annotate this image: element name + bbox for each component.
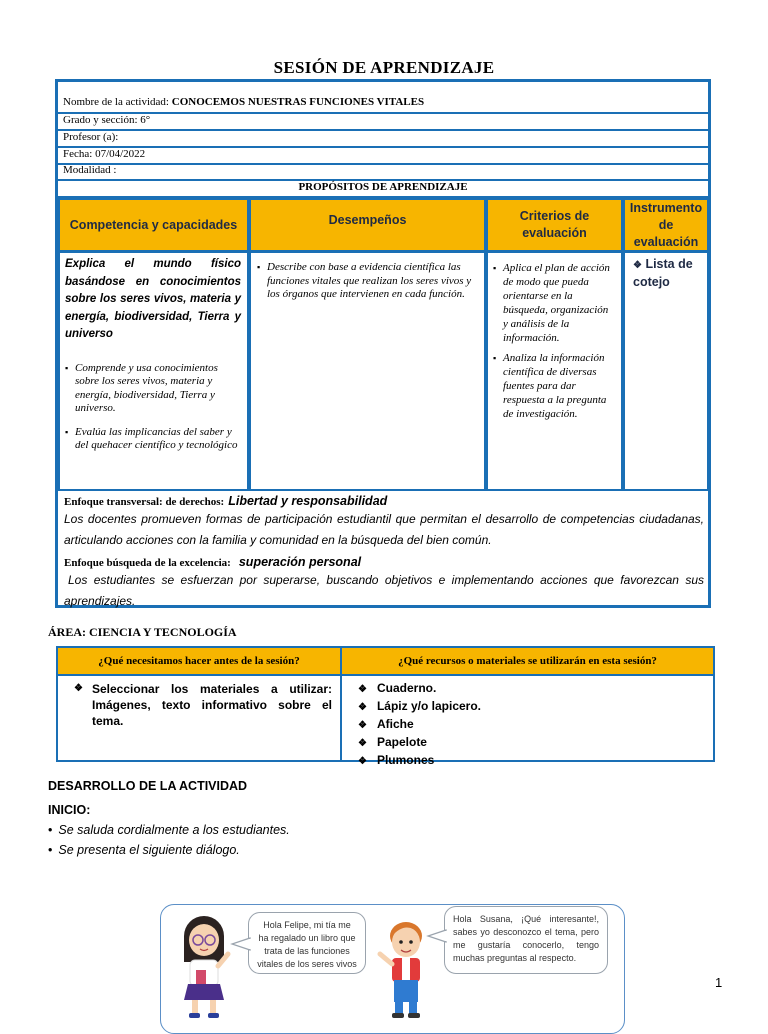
boy-speech-bubble: Hola Susana, ¡Qué interesante!, sabes yo desconozco el tema, pero me gustaría conocerlo, tengo muchas preguntas al respecto. (444, 906, 608, 974)
criterios-cell (486, 251, 623, 491)
capacidad-1: ▪ Comprende y usa conocimientos sobre los seres vivos, materia y energía, biodiversidad, Tierra y universo. (65, 362, 241, 416)
header-desempenos: Desempeños (249, 198, 486, 252)
development-title: DESARROLLO DE LA ACTIVIDAD (48, 779, 248, 793)
inicio-list (48, 820, 290, 860)
diamond-icon: ❖ (633, 260, 642, 271)
inicio-label: INICIO: (48, 803, 91, 817)
competencia-main: Explica el mundo físico basándose en conocimientos sobre los seres vivos, materia y energía, biodiversidad, Tierra y universo (65, 258, 241, 340)
activity-value: CONOCEMOS NUESTRAS FUNCIONES VITALES (171, 96, 425, 108)
resource-item: ❖ Plumones (358, 753, 435, 767)
grade-row: Grado y sección: 6° (63, 114, 151, 126)
enfoque-2 (64, 553, 704, 571)
resource-item: ❖ Afiche (358, 717, 414, 731)
inicio-item: • Se presenta el siguiente diálogo. (48, 843, 240, 857)
diamond-icon: ❖ (358, 684, 367, 695)
girl-illustration (172, 910, 242, 1024)
diamond-icon: ❖ (74, 683, 83, 694)
enfoque-1-value: Libertad y responsabilidad (228, 494, 388, 508)
activity-name-row (63, 96, 424, 108)
prep-before-cell (56, 674, 342, 762)
diamond-icon: ❖ (358, 702, 367, 713)
area-title: ÁREA: CIENCIA Y TECNOLOGÍA (48, 625, 237, 639)
criterio-2: ▪ Analiza la información científica de diversas fuentes para dar respuesta a la pregunta de investigación. (493, 351, 615, 421)
header-criterios: Criterios de evaluación (486, 198, 623, 252)
page-number: 1 (715, 975, 723, 990)
diamond-icon: ❖ (358, 756, 367, 767)
desempenos-cell (249, 251, 486, 491)
date-row: Fecha: 07/04/2022 (63, 148, 146, 160)
enfoque-2-label: Enfoque búsqueda de la excelencia: (64, 557, 231, 569)
girl-speech-bubble: Hola Felipe, mi tía me ha regalado un libro que trata de las funciones vitales de los seres vivos (248, 912, 366, 974)
enfoque-1 (64, 492, 704, 510)
bubble-tail-icon (426, 928, 448, 944)
mode-row: Modalidad : (63, 164, 117, 176)
instrumento-value: Lista de cotejo (633, 257, 693, 289)
enfoques-section (64, 492, 704, 612)
diamond-icon: ❖ (358, 738, 367, 749)
prep-header-resources: ¿Qué recursos o materiales se utilizarán en esta sesión? (340, 646, 715, 676)
resource-item: ❖ Papelote (358, 735, 427, 749)
prep-before-text: Seleccionar los materiales a utilizar: Imágenes, texto informativo sobre el tema. (92, 682, 332, 728)
resource-item: ❖ Cuaderno. (358, 681, 437, 695)
instrumento-cell (623, 251, 709, 491)
competencia-cell (58, 251, 249, 491)
diamond-icon: ❖ (358, 720, 367, 731)
purposes-title: PROPÓSITOS DE APRENDIZAJE (298, 181, 468, 193)
bubble-tail-icon (230, 936, 252, 952)
prep-resources-cell (340, 674, 715, 767)
resource-item: ❖ Lápiz y/o lapicero. (358, 699, 481, 713)
header-instrumento: Instrumento de evaluación (623, 198, 709, 252)
enfoque-1-text: Los docentes promueven formas de participación estudiantil que permitan el desarrollo de competencias ciudadanas, articulando acciones con la familia y comunidad en la búsqueda del bien común. (64, 512, 704, 547)
prep-header-before: ¿Qué necesitamos hacer antes de la sesión? (56, 646, 342, 676)
enfoque-1-label: Enfoque transversal: de derechos: (64, 496, 225, 508)
teacher-row: Profesor (a): (63, 131, 119, 143)
desempeno-item: ▪ Describe con base a evidencia científica las funciones vitales que realizan los seres vivos y los órganos que intervienen en cada función. (257, 261, 476, 302)
inicio-item: • Se saluda cordialmente a los estudiantes. (48, 823, 290, 837)
criterio-1: ▪ Aplica el plan de acción de modo que pueda orientarse en la búsqueda, organización y análisis de la información. (493, 261, 615, 345)
enfoque-2-text: Los estudiantes se esfuerzan por superarse, buscando objetivos e implementando acciones que favorezcan sus aprendizajes. (64, 573, 704, 608)
page-title: SESIÓN DE APRENDIZAJE (273, 58, 495, 77)
enfoque-2-value: superación personal (238, 555, 362, 569)
activity-label: Nombre de la actividad: (63, 96, 169, 108)
header-competencia: Competencia y capacidades (58, 198, 249, 252)
capacidad-2: ▪ Evalúa las implicancias del saber y del quehacer científico y tecnológico (65, 426, 241, 453)
